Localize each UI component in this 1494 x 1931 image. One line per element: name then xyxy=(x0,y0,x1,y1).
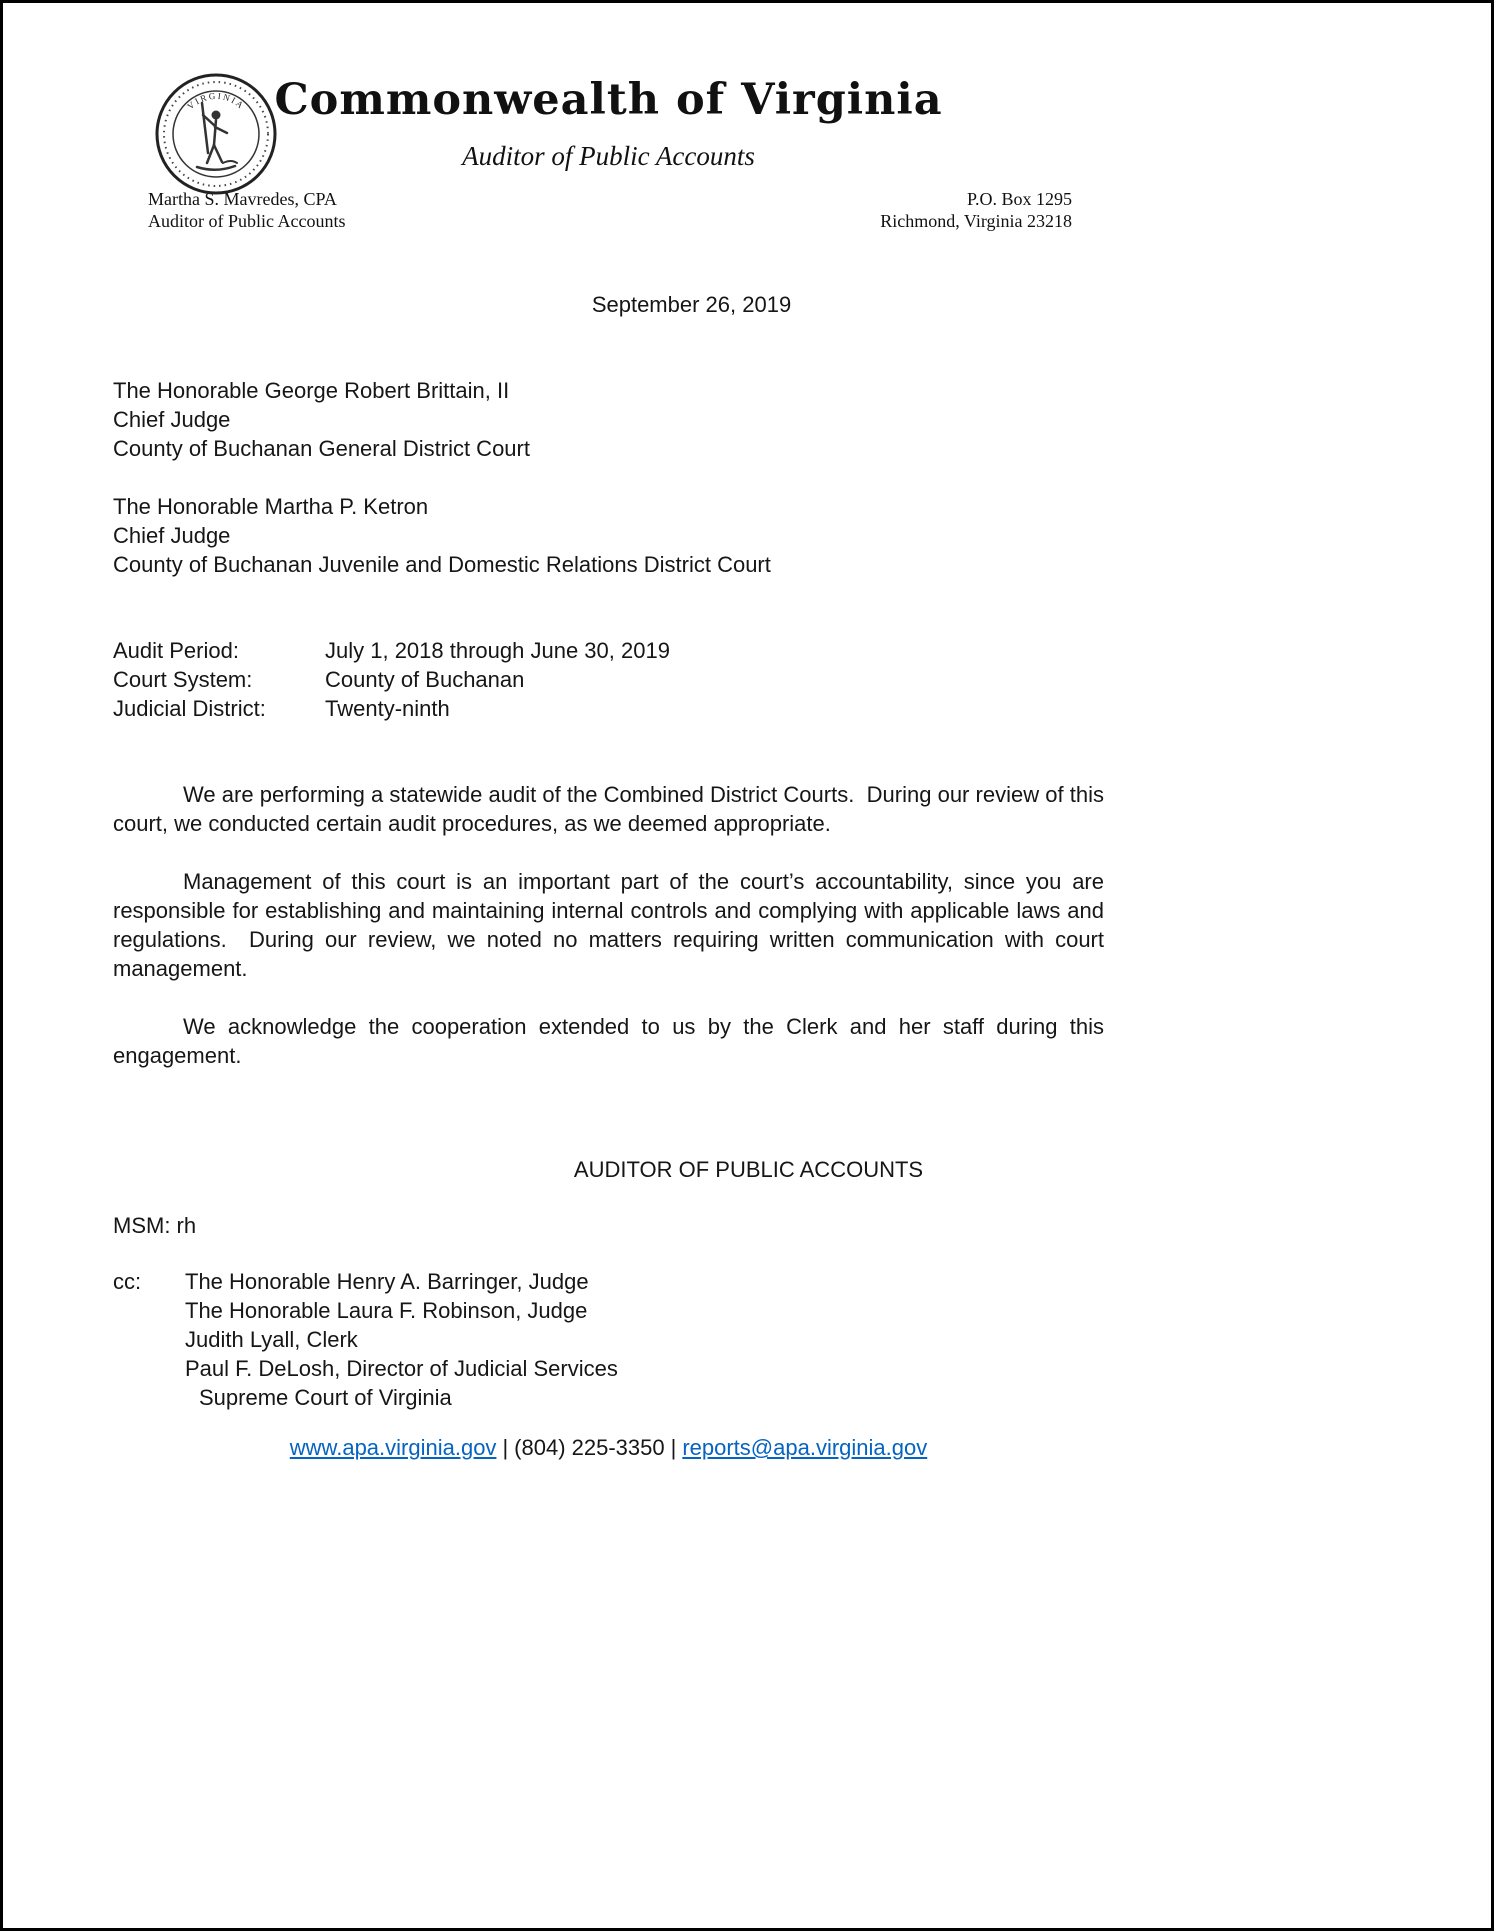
virginia-seal-graphic xyxy=(153,71,279,197)
seal-figure xyxy=(197,103,237,170)
office-address-block xyxy=(880,188,1104,232)
recipient-blocks xyxy=(113,376,1104,579)
org-subtitle: Auditor of Public Accounts xyxy=(462,141,755,171)
official-title: Auditor of Public Accounts xyxy=(148,211,346,231)
org-name: Commonwealth of Virginia xyxy=(274,75,943,125)
footer-phone: (804) 225-3350 xyxy=(514,1435,665,1460)
footer-separator: | xyxy=(670,1435,677,1460)
official-name: Martha S. Mavredes, CPA xyxy=(148,189,337,209)
seal-top-text: VIRGINIA xyxy=(185,90,247,112)
recipient-court: County of Buchanan Juvenile and Domestic Relations District Court xyxy=(113,552,771,577)
recipient-block xyxy=(113,492,1104,579)
virginia-seal-icon xyxy=(153,71,279,197)
detail-row-audit-period xyxy=(113,636,1104,665)
detail-label: Audit Period: xyxy=(113,638,239,663)
recipient-title: Chief Judge xyxy=(113,523,231,548)
detail-label: Court System: xyxy=(113,667,253,692)
recipient-name: The Honorable Martha P. Ketron xyxy=(113,494,429,519)
city-state-zip-line: Richmond, Virginia 23218 xyxy=(880,211,1072,231)
footer-contact-line xyxy=(113,1435,1104,1461)
po-box-line: P.O. Box 1295 xyxy=(966,189,1072,209)
cc-label: cc: xyxy=(113,1269,142,1294)
cc-block xyxy=(113,1267,1104,1412)
letterhead xyxy=(3,3,1491,232)
cc-item: Paul F. DeLosh, Director of Judicial Services xyxy=(185,1356,618,1381)
signature-org: AUDITOR OF PUBLIC ACCOUNTS xyxy=(573,1157,924,1182)
detail-value: Twenty-ninth xyxy=(325,696,450,721)
recipient-court: County of Buchanan General District Court xyxy=(113,436,530,461)
detail-value: County of Buchanan xyxy=(325,667,525,692)
cc-list xyxy=(185,1267,618,1412)
paragraph: We acknowledge the cooperation extended to us by the Clerk and her staff during this engagement. xyxy=(113,1014,1111,1068)
cc-item: Judith Lyall, Clerk xyxy=(185,1327,358,1352)
cc-item: The Honorable Henry A. Barringer, Judge xyxy=(185,1269,589,1294)
paragraph: We are performing a statewide audit of the Combined District Courts. During our review of this court, we conducted certain audit procedures, as we deemed appropriate. xyxy=(113,782,1111,836)
svg-text:VIRGINIA xyxy=(185,91,247,112)
audit-details xyxy=(113,636,1104,723)
recipient-title: Chief Judge xyxy=(113,407,231,432)
paragraph: Management of this court is an important part of the court’s accountability, since you are responsible for establishing and maintaining internal controls and complying with applicable laws and regulations. During our review, we noted no matters requiring written communication with court management. xyxy=(113,869,1111,981)
detail-value: July 1, 2018 through June 30, 2019 xyxy=(325,638,670,663)
reference-initials: MSM: rh xyxy=(113,1213,197,1238)
letter-body xyxy=(113,780,1111,1070)
cc-item: The Honorable Laura F. Robinson, Judge xyxy=(185,1298,588,1323)
footer-separator: | xyxy=(502,1435,509,1460)
letter-date: September 26, 2019 xyxy=(591,292,792,317)
detail-row-judicial-district xyxy=(113,694,1104,723)
detail-row-court-system xyxy=(113,665,1104,694)
footer-email-link[interactable]: reports@apa.virginia.gov xyxy=(682,1435,928,1460)
detail-label: Judicial District: xyxy=(113,696,266,721)
cc-item: Supreme Court of Virginia xyxy=(199,1385,452,1410)
footer-website-link[interactable]: www.apa.virginia.gov xyxy=(289,1435,497,1460)
recipient-name: The Honorable George Robert Brittain, II xyxy=(113,378,510,403)
recipient-block xyxy=(113,376,1104,463)
